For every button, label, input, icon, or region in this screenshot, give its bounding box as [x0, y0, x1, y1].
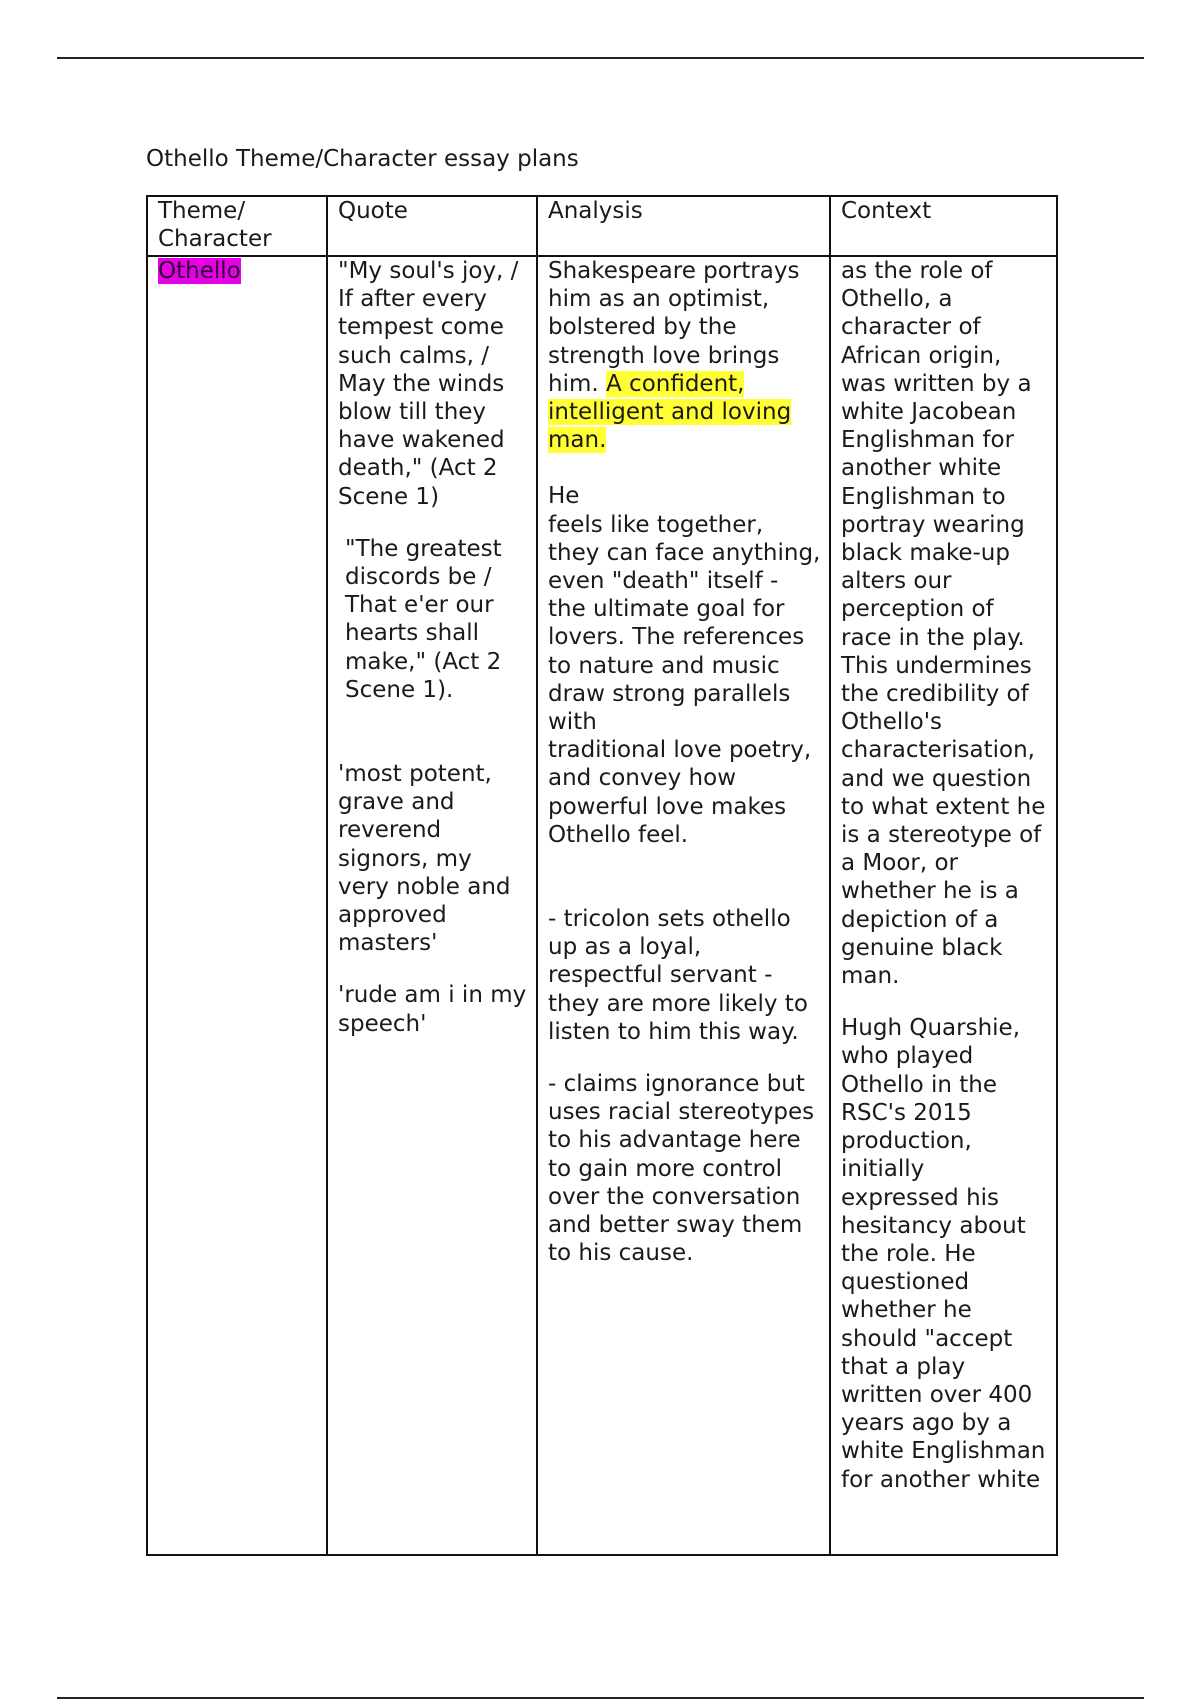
spacer — [548, 1046, 821, 1070]
analysis-cell — [537, 256, 830, 1555]
analysis-p1-highlight: A confident, intelligent and loving man. — [548, 370, 792, 454]
header-theme-line-2: Character — [158, 226, 272, 253]
analysis-paragraph-3: - tricolon sets othello up as a loyal, respectful servant - they are more likely to listen to him this way. — [548, 906, 808, 1045]
analysis-p2-start: He — [548, 483, 580, 510]
theme-othello-highlight: Othello — [158, 258, 241, 284]
header-context: Context — [830, 196, 1057, 256]
context-cell — [830, 256, 1057, 1555]
quote-3: 'most potent, grave and reverend signors, my very noble and approved masters' — [338, 761, 511, 957]
quote-2: "The greatest discords be / That e'er our hearts shall make," (Act 2 Scene 1). — [345, 535, 502, 703]
header-quote: Quote — [327, 196, 537, 256]
header-theme-character — [147, 196, 327, 256]
table-row — [147, 256, 1057, 1555]
quote-1: "My soul's joy, / If after every tempest come such calms, / May the winds blow till they have wakened death," (Act 2 Scene 1) — [338, 258, 519, 510]
analysis-p2-end: traditional love poetry, and convey how powerful love makes Othello feel. — [548, 737, 812, 848]
essay-plan-table — [146, 195, 1058, 1556]
spacer — [548, 849, 821, 905]
header-analysis: Analysis — [537, 196, 830, 256]
theme-cell — [147, 256, 327, 1555]
spacer — [338, 511, 528, 535]
context-paragraph-1: as the role of Othello, a character of African origin, was written by a white Jacobean Englishman for another white Englishman to portray wearing black make-up alters our perception of race in the play. This undermines the credibility of Othello's characterisation, and we question to what extent he is a stereotype of a Moor, or whether he is a depiction of a genuine black man. — [841, 258, 1046, 990]
table-header-row — [147, 196, 1057, 256]
spacer — [338, 957, 528, 981]
quote-4: 'rude am i in my speech' — [338, 982, 527, 1037]
document-title: Othello Theme/Character essay plans — [146, 146, 579, 172]
context-paragraph-2: Hugh Quarshie, who played Othello in the RSC's 2015 production, initially expressed his hesitancy about the role. He questioned whether he should "accept that a play written over 400 years ago by a white Englishman for another white — [841, 1015, 1046, 1493]
analysis-p1-text: Shakespeare portrays him as an optimist, bolstered by the strength love brings him. — [548, 258, 800, 397]
analysis-p2-middle: feels like together, they can face anything, even "death" itself - the ultimate goal for lovers. The references to nature and music draw strong parallels with — [548, 511, 821, 736]
footer-rule — [57, 1697, 1144, 1699]
analysis-paragraph-1 — [548, 257, 821, 454]
analysis-paragraph-4: - claims ignorance but uses racial stereotypes to his advantage here to gain more control over the conversation and better sway them to his cause. — [548, 1071, 815, 1267]
quote-cell — [327, 256, 537, 1555]
spacer — [841, 990, 1048, 1014]
spacer — [338, 704, 528, 760]
header-rule — [57, 57, 1144, 59]
spacer — [548, 454, 821, 482]
header-theme-line-1: Theme/ — [158, 198, 246, 224]
